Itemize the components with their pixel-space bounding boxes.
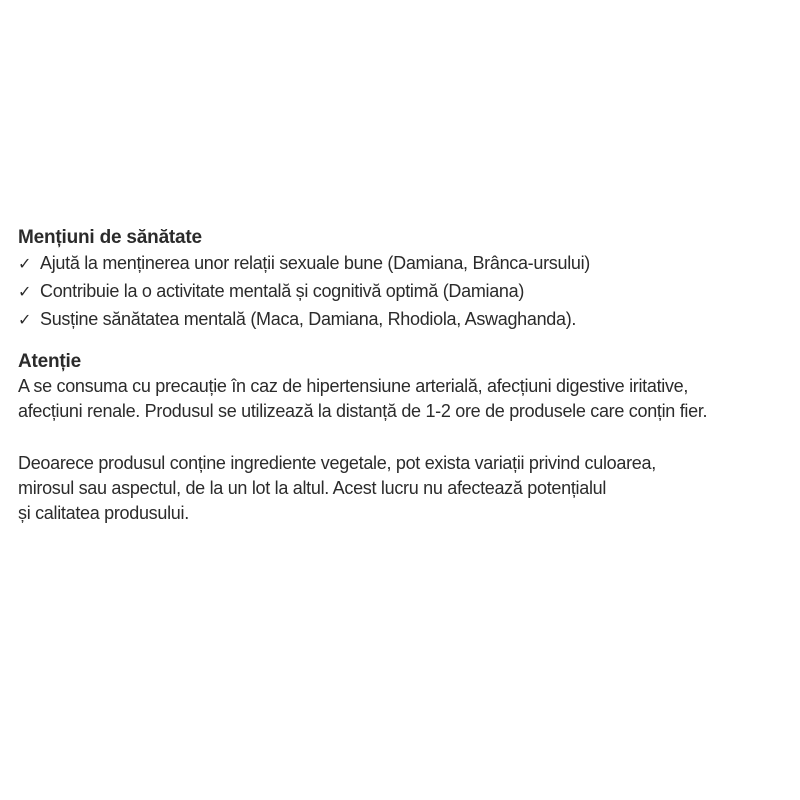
- list-item: [18, 278, 788, 306]
- checkmark-icon: ✓: [18, 312, 32, 329]
- checkmark-icon: ✓: [18, 284, 32, 301]
- paragraph-line: Deoarece produsul conține ingrediente vegetale, pot exista variații privind culoarea,: [18, 453, 656, 473]
- paragraph-line: și calitatea produsului.: [18, 503, 189, 523]
- claim-text: Ajută la menținerea unor relații sexuale bune (Damiana, Brânca-ursului): [40, 253, 590, 273]
- health-claims-list: [18, 250, 788, 334]
- claim-text: Susține sănătatea mentală (Maca, Damiana, Rhodiola, Aswaghanda).: [40, 309, 577, 329]
- paragraph-line: afecțiuni renale. Produsul se utilizează la distanță de 1-2 ore de produsele care conțin fier.: [18, 401, 708, 421]
- claim-text: Contribuie la o activitate mentală și cognitivă optimă (Damiana): [40, 281, 525, 301]
- list-item: [18, 250, 788, 278]
- checkmark-icon: ✓: [18, 256, 32, 273]
- variation-notice-paragraph: [18, 451, 788, 526]
- warning-paragraph: [18, 374, 788, 424]
- list-item: [18, 306, 788, 334]
- health-claims-title: Mențiuni de sănătate: [18, 227, 202, 248]
- warning-title: Atenție: [18, 351, 81, 372]
- paragraph-line: A se consuma cu precauție în caz de hipertensiune arterială, afecțiuni digestive iritative,: [18, 376, 689, 396]
- paragraph-line: mirosul sau aspectul, de la un lot la altul. Acest lucru nu afectează potențialul: [18, 478, 607, 498]
- product-info-panel: [18, 226, 788, 526]
